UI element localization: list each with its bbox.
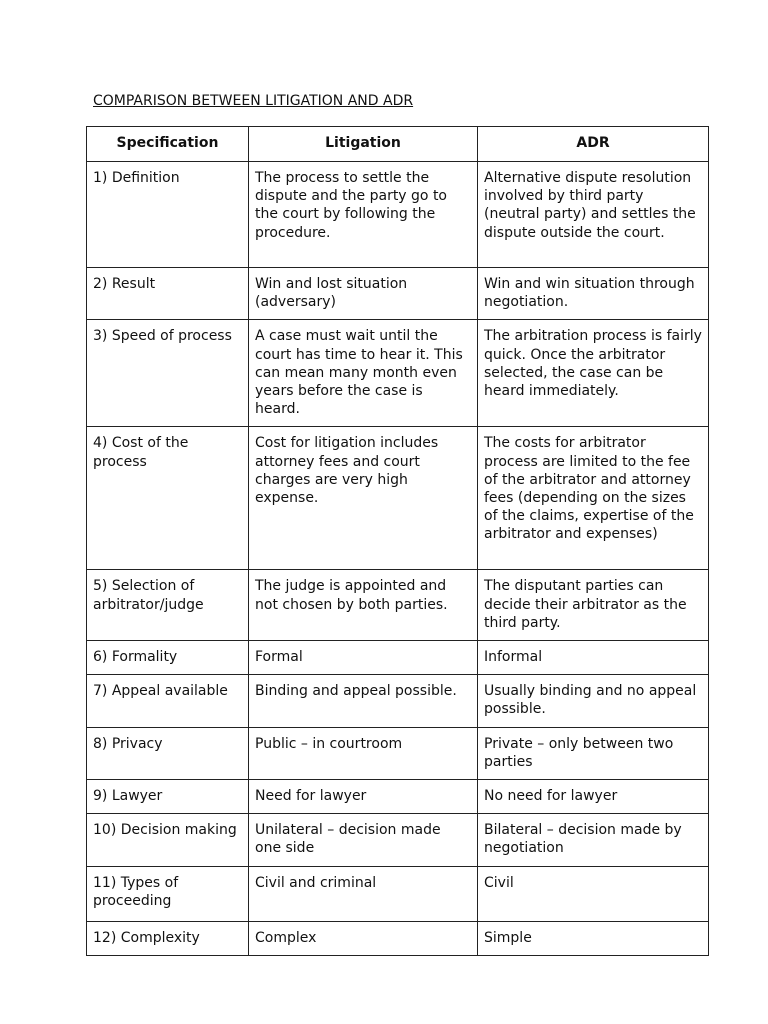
adr-cell: The arbitration process is fairly quick. Once the arbitrator selected, the case can be heard immediately. bbox=[478, 320, 709, 427]
litigation-cell: Formal bbox=[249, 641, 478, 675]
comparison-table bbox=[86, 126, 709, 956]
spec-cell: 4) Cost of the process bbox=[87, 427, 249, 570]
spec-cell: 1) Definition bbox=[87, 162, 249, 268]
spec-cell: 8) Privacy bbox=[87, 727, 249, 779]
spec-cell: 11) Types of proceeding bbox=[87, 866, 249, 921]
adr-cell: Informal bbox=[478, 641, 709, 675]
adr-cell: Usually binding and no appeal possible. bbox=[478, 675, 709, 727]
table-row bbox=[87, 921, 709, 955]
adr-cell: Private – only between two parties bbox=[478, 727, 709, 779]
litigation-cell: Public – in courtroom bbox=[249, 727, 478, 779]
table-row bbox=[87, 675, 709, 727]
table-row bbox=[87, 641, 709, 675]
table-row bbox=[87, 427, 709, 570]
litigation-cell: Civil and criminal bbox=[249, 866, 478, 921]
table-row bbox=[87, 162, 709, 268]
adr-cell: No need for lawyer bbox=[478, 780, 709, 814]
spec-cell: 2) Result bbox=[87, 268, 249, 320]
table-row bbox=[87, 866, 709, 921]
spec-cell: 7) Appeal available bbox=[87, 675, 249, 727]
spec-cell: 5) Selection of arbitrator/judge bbox=[87, 570, 249, 641]
table-row bbox=[87, 780, 709, 814]
litigation-cell: Cost for litigation includes attorney fees and court charges are very high expense. bbox=[249, 427, 478, 570]
spec-cell: 10) Decision making bbox=[87, 814, 249, 866]
adr-cell: Civil bbox=[478, 866, 709, 921]
header-adr: ADR bbox=[478, 127, 709, 162]
table-row bbox=[87, 727, 709, 779]
header-litigation: Litigation bbox=[249, 127, 478, 162]
table-header-row bbox=[87, 127, 709, 162]
spec-cell: 9) Lawyer bbox=[87, 780, 249, 814]
adr-cell: Win and win situation through negotiation. bbox=[478, 268, 709, 320]
litigation-cell: Unilateral – decision made one side bbox=[249, 814, 478, 866]
spec-cell: 12) Complexity bbox=[87, 921, 249, 955]
adr-cell: The costs for arbitrator process are limited to the fee of the arbitrator and attorney fees (depending on the sizes of the claims, expertise of the arbitrator and expenses) bbox=[478, 427, 709, 570]
adr-cell: Bilateral – decision made by negotiation bbox=[478, 814, 709, 866]
litigation-cell: The process to settle the dispute and the party go to the court by following the procedure. bbox=[249, 162, 478, 268]
table-row bbox=[87, 320, 709, 427]
page-title: COMPARISON BETWEEN LITIGATION AND ADR bbox=[93, 93, 414, 109]
litigation-cell: The judge is appointed and not chosen by both parties. bbox=[249, 570, 478, 641]
litigation-cell: Win and lost situation (adversary) bbox=[249, 268, 478, 320]
adr-cell: Simple bbox=[478, 921, 709, 955]
litigation-cell: Need for lawyer bbox=[249, 780, 478, 814]
spec-cell: 6) Formality bbox=[87, 641, 249, 675]
adr-cell: The disputant parties can decide their arbitrator as the third party. bbox=[478, 570, 709, 641]
table-row bbox=[87, 570, 709, 641]
litigation-cell: Complex bbox=[249, 921, 478, 955]
spec-cell: 3) Speed of process bbox=[87, 320, 249, 427]
litigation-cell: Binding and appeal possible. bbox=[249, 675, 478, 727]
litigation-cell: A case must wait until the court has time to hear it. This can mean many month even years before the case is heard. bbox=[249, 320, 478, 427]
table-row bbox=[87, 268, 709, 320]
header-specification: Specification bbox=[87, 127, 249, 162]
adr-cell: Alternative dispute resolution involved by third party (neutral party) and settles the dispute outside the court. bbox=[478, 162, 709, 268]
table-row bbox=[87, 814, 709, 866]
